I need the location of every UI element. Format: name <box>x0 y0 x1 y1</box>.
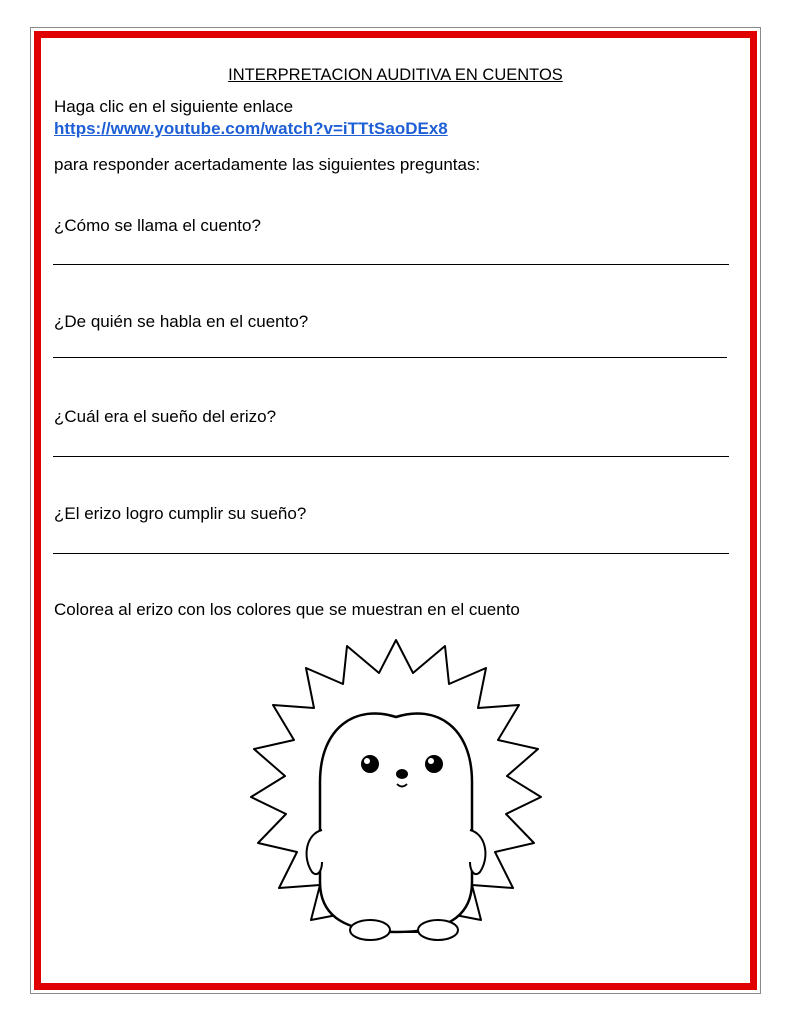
question-3: ¿Cuál era el sueño del erizo? <box>54 407 277 426</box>
video-link[interactable]: https://www.youtube.com/watch?v=iTTtSaoDEx8 <box>54 119 448 138</box>
answer-line-3[interactable] <box>53 456 729 457</box>
worksheet-title: INTERPRETACION AUDITIVA EN CUENTOS <box>228 66 563 84</box>
answer-line-2[interactable] <box>53 357 727 358</box>
hedgehog-left-foot <box>350 920 390 940</box>
hedgehog-body <box>320 713 472 932</box>
coloring-instruction: Colorea al erizo con los colores que se muestran en el cuento <box>54 600 520 619</box>
instruction-text: para responder acertadamente las siguientes preguntas: <box>54 155 481 174</box>
right-eye-icon <box>425 755 443 773</box>
answer-line-1[interactable] <box>53 264 729 265</box>
intro-text: Haga clic en el siguiente enlace <box>54 97 294 116</box>
hedgehog-illustration <box>236 632 556 952</box>
question-1: ¿Cómo se llama el cuento? <box>54 216 261 235</box>
question-2: ¿De quién se habla en el cuento? <box>54 312 309 331</box>
left-eye-icon <box>361 755 379 773</box>
question-4: ¿El erizo logro cumplir su sueño? <box>54 504 307 523</box>
answer-line-4[interactable] <box>53 553 729 554</box>
hedgehog-right-foot <box>418 920 458 940</box>
nose-icon <box>396 769 408 779</box>
